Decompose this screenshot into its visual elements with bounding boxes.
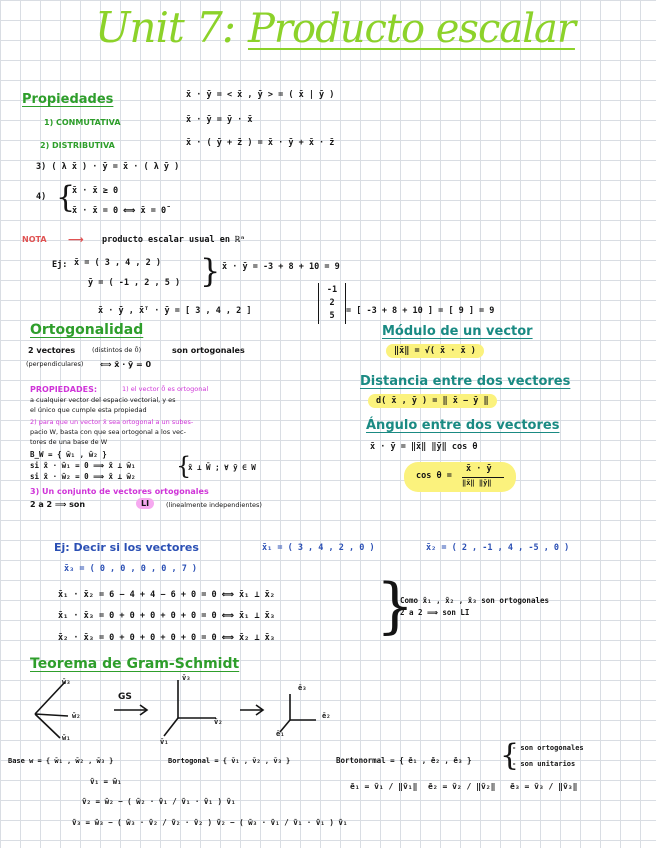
ortho-line2a: (perpendiculares) <box>26 360 84 368</box>
ortho-prop3: 3) Un conjunto de vectores ortogonales <box>30 487 209 496</box>
example2-r3: x̄₂ · x̄₃ = 0 + 0 + 0 + 0 + 0 = 0 ⟺ x̄₂ ⊥ x̄₃ <box>58 633 275 643</box>
ortho-cond2: si x̄ · w̄₂ = 0 ⟹ x̄ ⊥ w̄₂ <box>30 472 136 481</box>
gs-heading: Teorema de Gram-Schmidt <box>30 656 240 672</box>
example2-conclusion1: Como x̄₁ , x̄₂ , x̄₃ son ortogonales <box>400 596 550 605</box>
ortho-props-label: PROPIEDADES: <box>30 385 98 394</box>
ortho-prop2c: tores de una base de W <box>30 438 108 446</box>
gs-arrow <box>112 704 152 716</box>
ortho-prop3c: (linealmente independientes) <box>166 501 262 509</box>
ortho-prop1c: el único que cumple esta propiedad <box>30 406 147 414</box>
note-calc2-left: x̄ · ȳ , x̄ᵀ · ȳ = [ 3 , 4 , 2 ] <box>98 306 252 316</box>
angle-formula: x̄ · ȳ = ‖x̄‖ ‖ȳ‖ cos θ <box>370 442 478 452</box>
gs-label-w1: w̄₁ <box>62 734 71 742</box>
angle-heading: Ángulo entre dos vectores <box>366 418 560 433</box>
note-brace: } <box>200 252 221 290</box>
ortho-line1b: (distintos de 0̄) <box>92 346 142 354</box>
gs-label-w2: w̄₂ <box>72 712 81 720</box>
example2-x2: x̄₂ = ( 2 , -1 , 4 , -5 , 0 ) <box>426 543 570 553</box>
cos-formula-box <box>404 462 516 492</box>
property-2-formula: x̄ · ( ȳ + z̄ ) = x̄ · ȳ + x̄ · z̄ <box>186 138 335 148</box>
matrix-cell-3: 5 <box>329 311 335 321</box>
gs-v1: v̄₁ = w̄₁ <box>90 777 122 786</box>
cos-denominator: ‖x̄‖ ‖ȳ‖ <box>462 479 492 487</box>
ortho-prop1: 1) el vector 0̄ es ortogonal <box>122 385 209 393</box>
matrix-cell-1: -1 <box>326 285 338 295</box>
gs-label-e2: ē₂ <box>322 712 331 720</box>
cos-numerator: x̄ · ȳ <box>466 464 492 474</box>
properties-heading: Propiedades <box>22 92 114 107</box>
ortho-cond1: si x̄ · w̄₁ = 0 ⟹ x̄ ⊥ w̄₁ <box>30 461 136 470</box>
title-unit: Unit 7: <box>95 3 235 52</box>
note-ej: Ej: <box>52 260 68 270</box>
gs-e2: ē₂ = v̄₂ / ‖v̄₂‖ <box>428 782 496 791</box>
gs-v2: v̄₂ = w̄₂ − ( w̄₂ · v̄₁ / v̄₁ · v̄₁ ) v̄₁ <box>82 797 236 806</box>
gs-arrow-2 <box>238 704 268 716</box>
note-calc2-right: = [ -3 + 8 + 10 ] = [ 9 ] = 9 <box>346 306 495 316</box>
gs-orthonormal-label: Bortonormal = { ē₁ , ē₂ , ē₃ } <box>336 756 472 765</box>
gs-v3: v̄₃ = w̄₃ − ( w̄₃ · v̄₂ / v̄₂ · v̄₂ ) v̄₂ − ( w̄₃ · v̄₁ / v̄₁ · v̄₁ ) v̄₁ <box>72 818 348 827</box>
gs-props-brace: { <box>500 738 520 773</box>
title-main: Producto escalar <box>247 6 575 52</box>
gs-diagram-orthogonal <box>160 676 230 746</box>
properties-definition: x̄ · ȳ = < x̄ , ȳ > = ( x̄ | ȳ ) <box>186 90 335 100</box>
example2-r2: x̄₁ · x̄₃ = 0 + 0 + 0 + 0 + 0 = 0 ⟺ x̄₁ ⊥ x̄₃ <box>58 611 275 621</box>
example2-title: Ej: Decir si los vectores <box>54 541 199 554</box>
example2-x3: x̄₃ = ( 0 , 0 , 0 , 0 , 7 ) <box>64 564 198 574</box>
ortho-cond-result: x̄ ⊥ W̄ ; ∀ ȳ ∈ W <box>188 463 256 472</box>
gs-label-e1: ē₁ <box>276 730 285 738</box>
orthogonality-heading: Ortogonalidad <box>30 322 144 338</box>
ortho-prop3b: 2 a 2 ⟹ son <box>30 500 86 509</box>
ortho-line1a: 2 vectores <box>28 346 76 355</box>
property-4-line2: x̄ · x̄ = 0 ⟺ x̄ = 0̄ <box>72 206 167 216</box>
gs-ortho-label: Bortogonal = { v̄₁ , v̄₂ , v̄₃ } <box>168 757 291 765</box>
distance-heading: Distancia entre dos vectores <box>360 374 571 389</box>
ortho-prop2: 2) para que un vector x̄ sea ortogonal a un subes- <box>30 418 194 426</box>
property-1-formula: x̄ · ȳ = ȳ · x̄ <box>186 115 253 125</box>
gs-label-v2: v̄₂ <box>214 718 223 726</box>
ortho-line1c: son ortogonales <box>172 346 245 355</box>
note-text: producto escalar usual en ℝⁿ <box>102 235 246 245</box>
cos-label: cos θ = <box>416 471 452 481</box>
example2-brace: } <box>376 571 415 641</box>
ortho-li-badge: LI <box>136 498 154 509</box>
example2-x1: x̄₁ = ( 3 , 4 , 2 , 0 ) <box>262 543 375 553</box>
distance-formula: d( x̄ , ȳ ) = ‖ x̄ − ȳ ‖ <box>368 394 497 408</box>
ortho-prop1b: a cualquier vector del espacio vectorial, y es <box>30 396 176 404</box>
page-title <box>95 2 575 53</box>
cos-fraction-line <box>462 477 504 478</box>
gs-e1: ē₁ = v̄₁ / ‖v̄₁‖ <box>350 782 418 791</box>
example2-r1: x̄₁ · x̄₂ = 6 − 4 + 4 − 6 + 0 = 0 ⟺ x̄₁ ⊥ x̄₂ <box>58 590 275 600</box>
ortho-cond-brace: { <box>176 452 192 480</box>
note-x-def: x̄ = ( 3 , 4 , 2 ) <box>74 258 161 268</box>
gs-prop-2: - son unitarios <box>512 760 576 768</box>
note-arrow: ⟶ <box>68 233 84 246</box>
gs-label-w3: w̄₃ <box>62 678 71 686</box>
note-matrix <box>318 283 346 324</box>
property-4-brace: { <box>56 180 76 215</box>
gs-prop-1: - son ortogonales <box>512 744 584 752</box>
property-3: 3) ( λ x̄ ) · ȳ = x̄ · ( λ ȳ ) <box>36 162 180 172</box>
property-4-line1: x̄ · x̄ ≥ 0 <box>72 186 119 196</box>
property-1-label: 1) CONMUTATIVA <box>44 118 121 127</box>
note-y-def: ȳ = ( -1 , 2 , 5 ) <box>88 278 181 288</box>
property-4-label: 4) <box>36 192 47 202</box>
gs-label-v1: v̄₁ <box>160 738 169 746</box>
gs-base-label: Base w = { w̄₁ , w̄₂ , w̄₃ } <box>8 757 114 765</box>
matrix-cell-2: 2 <box>329 298 335 308</box>
module-formula: ‖x̄‖ = √( x̄ · x̄ ) <box>386 344 484 358</box>
gs-e3: ē₃ = v̄₃ / ‖v̄₃‖ <box>510 782 578 791</box>
property-2-label: 2) DISTRIBUTIVA <box>40 141 115 150</box>
module-heading: Módulo de un vector <box>382 324 533 339</box>
gs-label-e3: ē₃ <box>298 684 307 692</box>
note-label: NOTA <box>22 235 47 244</box>
ortho-line2b: ⟺ x̄ · ȳ = 0 <box>100 360 152 369</box>
ortho-prop2b: pacio W, basta con que sea ortogonal a los vec- <box>30 428 186 436</box>
gs-label-v3: v̄₃ <box>182 674 191 682</box>
ortho-bw: B_W = { w̄₁ , w̄₂ } <box>30 450 107 459</box>
gs-label: GS <box>118 692 132 702</box>
note-calc1: x̄ · ȳ = -3 + 8 + 10 = 9 <box>222 262 340 272</box>
example2-conclusion2: 2 a 2 ⟹ son LI <box>400 608 470 617</box>
